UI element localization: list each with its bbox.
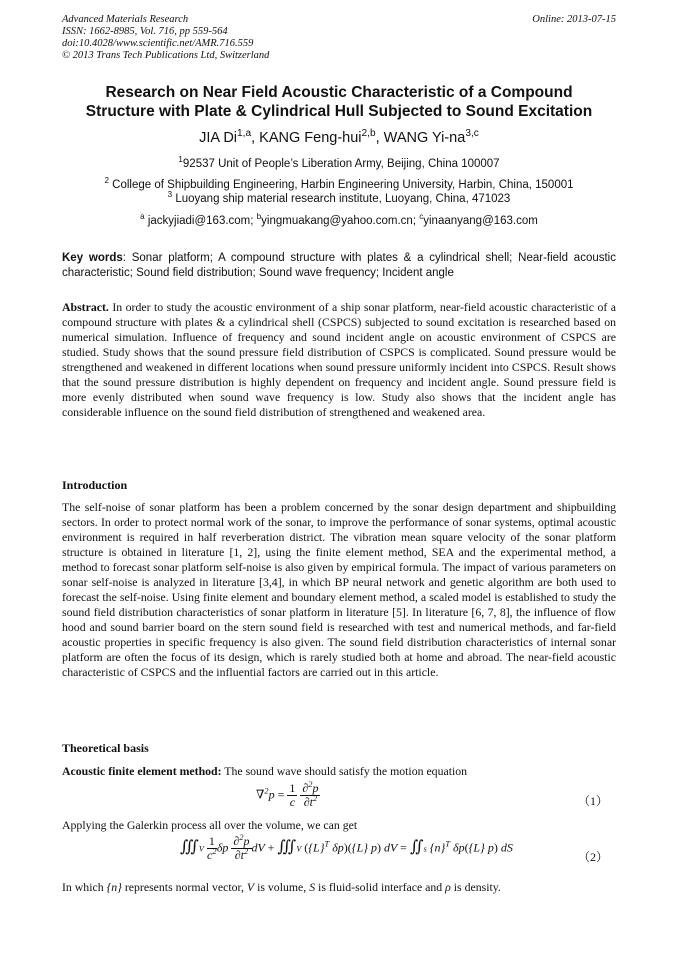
affiliation-2-sup: 2 (104, 176, 109, 186)
email-c: yinaanyang@163.com (423, 215, 538, 227)
keywords (62, 251, 616, 280)
equation-1-number: （1） (577, 794, 608, 808)
abstract-text: In order to study the acoustic environment of a ship sonar platform, near-field acoustic characteristic of a compound structure with plates & a cylindrical shell (CSPCS) subjected to sound excitation is researched based on numerical simulation. Influence of frequency and sound incident angle on acoustic environment of CSPCS are studied. Study shows that the sound pressure field distribution of CSPCS is complicated. Sound pressure would be strengthened and weakened in different locations when sound pressure uniformly incident into CSPCS. Result shows that the sound pressure distribution is highly dependent on frequency and incident angle. Sound pressure field is more evenly distributed when sound wave frequency is low. Study also shows that the incident angle has considerable influence on the sound field distribution of strengthened and weakened area. (62, 300, 616, 419)
author-3-sup: 3,c (465, 128, 479, 140)
online-date: Online: 2013-07-15 (532, 14, 616, 25)
affiliation-2 (40, 178, 638, 192)
which-text-2: represents normal vector, (124, 880, 247, 894)
affiliation-1 (40, 157, 638, 171)
which-paragraph (62, 880, 616, 895)
keywords-label: Key words (62, 252, 123, 264)
fem-label: Acoustic finite element method: (62, 764, 222, 778)
email-line (40, 214, 638, 228)
abstract (62, 300, 616, 420)
email-b: yingmuakang@yahoo.com.cn; (261, 215, 420, 227)
keywords-text: : Sonar platform; A compound structure with plates & a cylindrical shell; Near-field acoustic characteristic; Sound field distribution; Sound wave frequency; Incident angle (62, 252, 616, 279)
journal-header (62, 14, 269, 62)
which-text-5: is density. (453, 880, 501, 894)
symbol-s: S (309, 880, 316, 894)
issn-line: ISSN: 1662-8985, Vol. 716, pp 559-564 (62, 26, 228, 37)
email-c-sup: c (419, 212, 424, 222)
paper-title (40, 83, 638, 121)
which-text-1: In which (62, 880, 107, 894)
affiliation-2-text: College of Shipbuilding Engineering, Harbin Engineering University, Harbin, China, 150001 (108, 179, 574, 191)
abstract-label: Abstract. (62, 300, 109, 314)
affiliation-3-text: Luoyang ship material research institute, Luoyang, China, 471023 (172, 193, 511, 205)
affiliation-3 (40, 192, 638, 206)
author-2-sup: 2,b (361, 128, 376, 140)
author-3: , WANG Yi-na (375, 130, 466, 146)
email-a-sup: a (140, 212, 145, 222)
equation-2-number: （2） (577, 850, 608, 864)
fem-text: The sound wave should satisfy the motion equation (221, 764, 468, 778)
email-a: jackyjiadi@163.com; (144, 215, 257, 227)
equation-1: ∇$^2$p = $\frac{1}{c}$ $\frac{\partial^2p}{\partial t^2}$ (256, 780, 319, 809)
symbol-n: {n} (106, 880, 122, 894)
title-line-2: Structure with Plate & Cylindrical Hull Subjected to Sound Excitation (85, 103, 593, 120)
email-b-sup: b (256, 212, 262, 222)
fem-paragraph (62, 764, 616, 779)
intro-heading: Introduction (62, 478, 128, 492)
symbol-rho: ρ (445, 880, 451, 894)
author-2: , KANG Feng-hui (251, 130, 362, 146)
affiliation-1-text: 92537 Unit of People’s Liberation Army, Beijing, China 100007 (182, 158, 500, 170)
doi-line: doi:10.4028/www.scientific.net/AMR.716.559 (62, 38, 254, 49)
journal-name: Advanced Materials Research (62, 14, 189, 25)
symbol-v: V (246, 880, 255, 894)
which-text-3: is volume, (257, 880, 310, 894)
author-list (40, 130, 638, 146)
affiliation-1-sup: 1 (178, 155, 183, 165)
author-1: JIA Di (199, 130, 238, 146)
theory-heading: Theoretical basis (62, 741, 149, 755)
copyright-line: © 2013 Trans Tech Publications Ltd, Switzerland (62, 50, 270, 61)
affiliation-3-sup: 3 (167, 190, 173, 200)
galerkin-text: Applying the Galerkin process all over the volume, we can get (62, 818, 358, 832)
which-text-4: is fluid-solid interface and (318, 880, 446, 894)
author-1-sup: 1,a (237, 128, 252, 140)
intro-text: The self-noise of sonar platform has been a problem concerned by the sonar design department and shipbuilding sectors. In order to protect normal work of the sonar, to improve the performance of sonar systems, optimal acoustic environment is required in half reverberation district. The vibration mean square velocity of the sonar platform structure is obtained in literature [1, 2], using the finite element method, SEA and the experimental method, a method to forecast sonar platform self-noise is also given by empirical formula. The impact of various parameters on sonar self-noise is analyzed in literature [3,4], in which BP neural network and genetic algorithm are both used to forecast the self-noise. Using finite element and boundary element method, a scaled model is established to study the sound field distribution characteristics of sonar platform in literature [5]. In literature [6, 7, 8], the influence of flow hood and sound barrier board on the stern sound field is researched with test and numerical methods, and far-field acoustic properties in specific frequency is also given. The sound field distribution characteristics of internal sonar platform are often the focus of its design, which is rarely studied both at home and abroad. The near-field acoustic characteristic of CSPCS and the influential factors are carried out in this article. (62, 500, 616, 679)
title-line-1: Research on Near Field Acoustic Characteristic of a Compound (105, 84, 573, 101)
equation-2: ∭V $\frac{1}{c^2}$ δp $\frac{\partial^2p}{\partial t^2}$ dV + ∭V ($\{L\}^T$ δp)({L} p) dV = ∬s $\{n\}^T$ δp({L} p) dS (180, 833, 513, 862)
